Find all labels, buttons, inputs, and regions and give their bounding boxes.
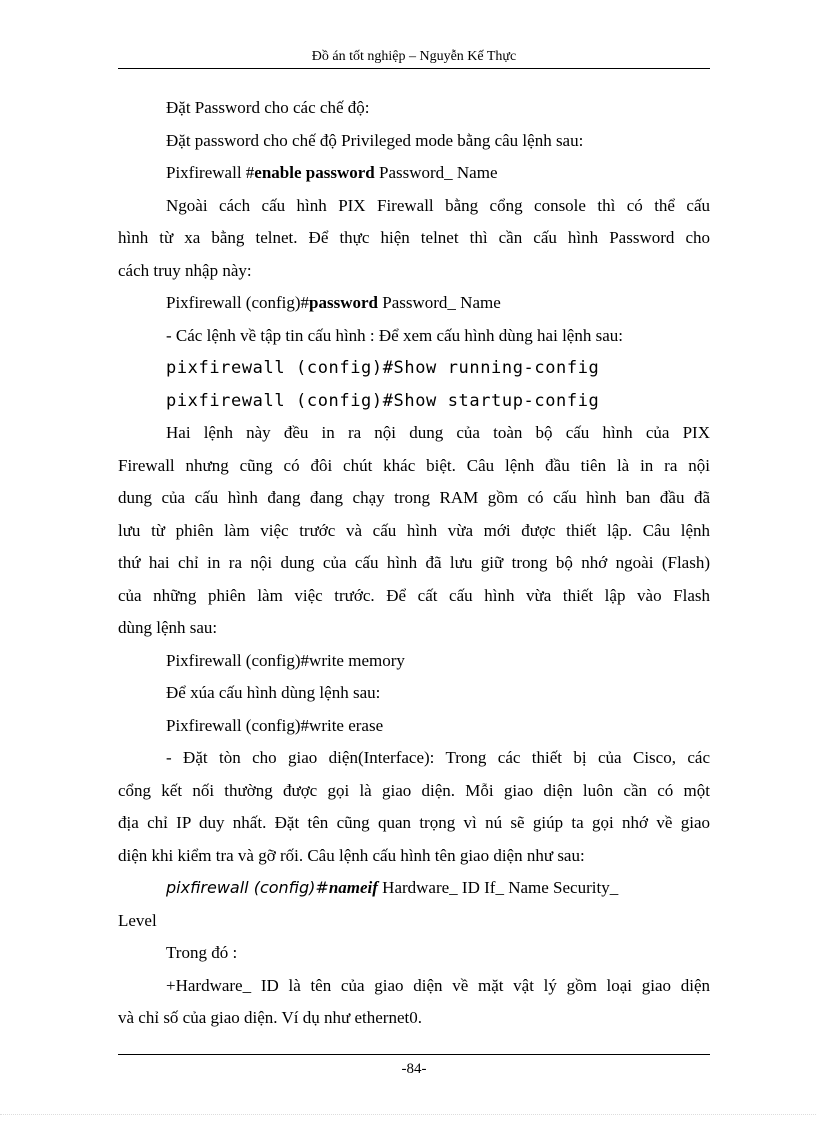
command-line [118,872,710,905]
paragraph-line: +Hardware_ ID là tên của giao diện về mặt vật lý gồm loại giao diện [166,975,710,995]
page-edge-divider [0,1114,816,1115]
paragraph-line: của những phiên làm việc trước. Để cất cấu hình vừa thiết lập vào Flash [118,585,710,605]
paragraph-line: - Đặt tòn cho giao diện(Interface): Trong các thiết bị của Cisco, các [166,748,710,767]
paragraph-line: Firewall nhưng cũng có đôi chút khác biệt. Câu lệnh đầu tiên là in ra nội [118,455,710,475]
paragraph-line: Ngoài cách cấu hình PIX Firewall bằng cổng console thì có thể cấu [166,195,710,215]
paragraph-line: cổng kết nối thường được gọi là giao diện. Mỗi giao diện luôn cần có một [118,780,710,800]
command-args: Password_ Name [378,293,501,312]
paragraph-line: Hai lệnh này đều in ra nội dung của toàn bộ cấu hình của PIX [166,423,710,442]
command-line [118,287,710,320]
paragraph-line: dùng lệnh sau: [118,618,218,637]
paragraph-line: Trong đó : [166,943,238,962]
paragraph-line: lưu từ phiên làm việc trước và cấu hình vừa mới được thiết lập. Câu lệnh [118,520,710,540]
code-line: pixfirewall (config)#Show startup-config [166,390,600,411]
paragraph-line: hình từ xa bằng telnet. Để thực hiện telnet thì cần cấu hình Password cho [118,228,710,247]
paragraph-line: dung của cấu hình đang đang chạy trong RAM gồm có cấu hình ban đầu đã [118,488,710,507]
paragraph-line: và chỉ số của giao diện. Ví dụ như ethernet0. [118,1008,422,1027]
page-body [118,92,710,1035]
command-keyword: nameif [328,878,378,897]
command-keyword: enable password [254,163,375,182]
footer-rule [118,1054,710,1055]
command-prefix: Pixfirewall # [166,163,255,182]
command-keyword: password [309,293,379,312]
command-prefix: pixfirewall (config)# [166,878,329,897]
command-args: Password_ Name [374,163,498,182]
command-prefix: Pixfirewall (config)# [166,293,310,312]
paragraph-line: Đặt password cho chế độ Privileged mode bằng câu lệnh sau: [166,130,584,150]
paragraph-line: Để xúa cấu hình dùng lệnh sau: [166,683,381,702]
command-line [118,157,710,190]
command-line: Pixfirewall (config)#write memory [166,650,405,670]
command-line: Pixfirewall (config)#write erase [166,715,384,735]
command-args: Hardware_ ID If_ Name Security_ [377,878,619,897]
paragraph-line: diện khi kiểm tra và gỡ rối. Câu lệnh cấu hình tên giao diện như sau: [118,845,585,865]
page-header: Đồ án tốt nghiệp – Nguyễn Kế Thực [311,49,517,64]
code-line: pixfirewall (config)#Show running-config [166,358,600,378]
header-rule [118,68,710,69]
paragraph-line: Đặt Password cho các chế độ: [166,98,370,117]
paragraph-line: cách truy nhập này: [118,260,252,280]
paragraph-line: Level [118,910,157,930]
paragraph-line: thứ hai chỉ in ra nội dung của cấu hình đã lưu giữ trong bộ nhớ ngoài (Flash) [118,553,710,572]
page-number: -84- [401,1061,427,1077]
paragraph-line: - Các lệnh về tập tin cấu hình : Để xem cấu hình dùng hai lệnh sau: [166,325,623,345]
paragraph-line: địa chỉ IP duy nhất. Đặt tên cũng quan trọng vì nú sẽ giúp ta gọi nhớ về giao [118,813,710,832]
